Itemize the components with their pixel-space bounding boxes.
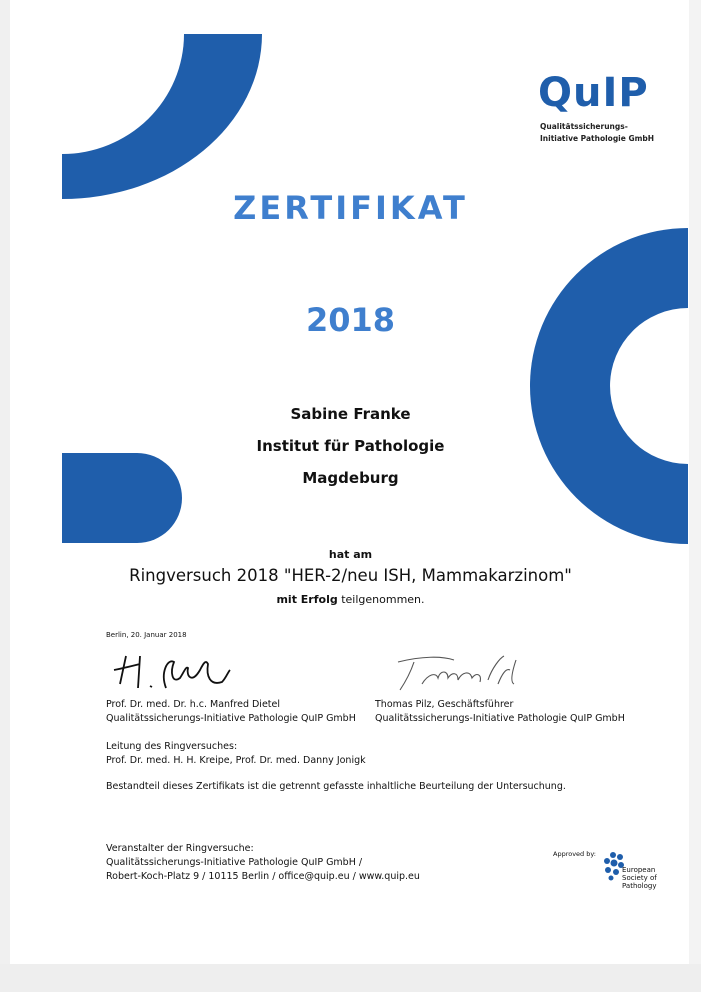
certificate-year: 2018 <box>305 301 396 339</box>
recipient-name: Sabine Franke <box>290 405 411 423</box>
signature-pilz <box>392 650 532 695</box>
quip-logo: QuIP <box>538 70 649 116</box>
certificate-title: ZERTIFIKAT <box>233 189 468 227</box>
scan-border-left <box>0 0 10 992</box>
approved-by-label: Approved by: <box>553 850 596 858</box>
recipient-institute: Institut für Pathologie <box>256 437 445 455</box>
trial-leadership: Leitung des Ringversuches: Prof. Dr. med. H. H. Kreipe, Prof. Dr. med. Danny Jonigk <box>106 741 366 766</box>
recipient-city: Magdeburg <box>302 469 399 487</box>
decor-half-ring-right <box>530 228 688 544</box>
intro-text: hat am <box>328 548 373 561</box>
scan-border-bottom <box>0 964 701 992</box>
scan-border-right <box>689 0 701 992</box>
signatory-pilz: Thomas Pilz, Geschäftsführer Qualitätssicherungs-Initiative Pathologie QuIP GmbH <box>375 699 625 724</box>
decor-quarter-circle-top <box>62 34 262 199</box>
signatory-dietel: Prof. Dr. med. Dr. h.c. Manfred Dietel Qualitätssicherungs-Initiative Pathologie QuIP GmbH <box>106 699 356 724</box>
esp-logo-text: European Society of Pathology <box>622 866 657 890</box>
success-line: mit Erfolg teilgenommen. <box>276 593 425 606</box>
organizer-info: Veranstalter der Ringversuche: Qualitätssicherungs-Initiative Pathologie QuIP GmbH / Robert-Koch-Platz 9 / 10115 Berlin / office@quip.eu / www.quip.eu <box>106 843 420 882</box>
trial-name: Ringversuch 2018 "HER-2/neu ISH, Mammakarzinom" <box>129 566 572 585</box>
date-line: Berlin, 20. Januar 2018 <box>106 631 187 639</box>
logo-subtitle: Qualitätssicherungs- Initiative Pathologie GmbH <box>540 122 655 143</box>
assessment-note: Bestandteil dieses Zertifikats ist die getrennt gefasste inhaltliche Beurteilung der Untersuchung. <box>106 781 566 792</box>
decor-rounded-block-left <box>62 453 182 543</box>
signature-dietel <box>110 648 260 696</box>
